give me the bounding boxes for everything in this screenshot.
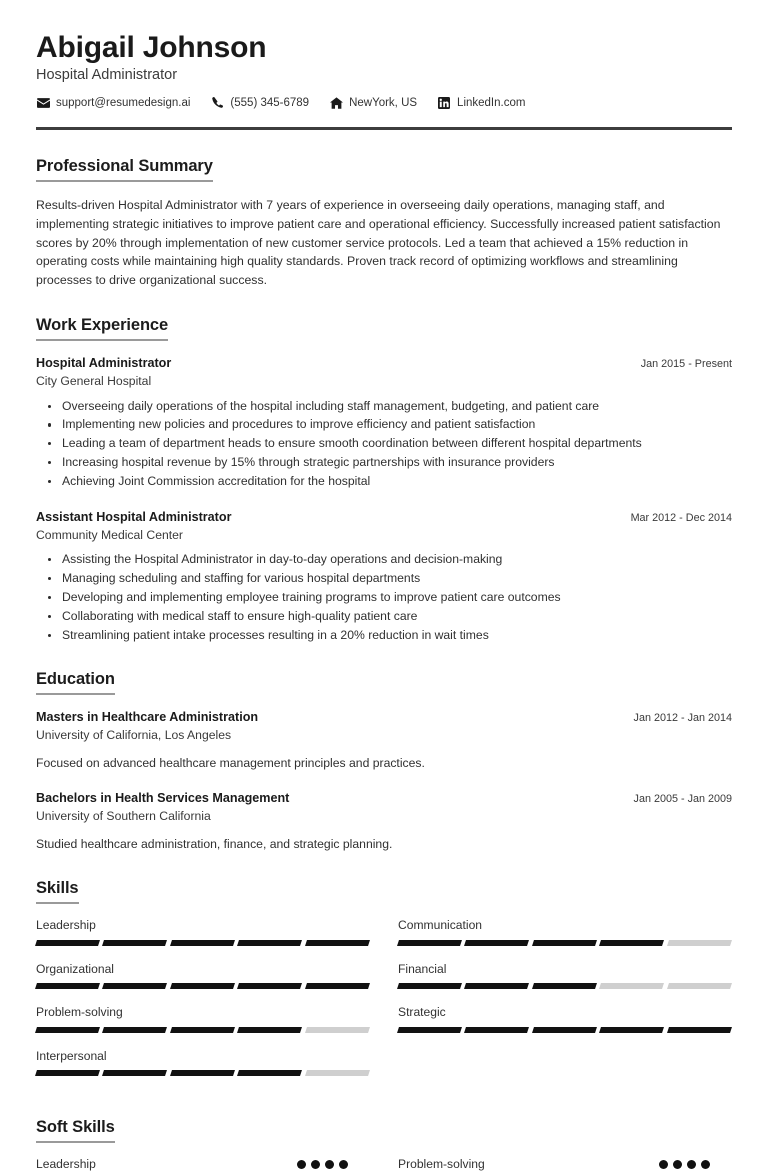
candidate-job-title: Hospital Administrator (36, 67, 178, 84)
education-school: University of California, Los Angeles (36, 728, 232, 743)
rating-dot (673, 1160, 682, 1169)
skill-bar-segment (170, 1070, 235, 1076)
education-date: Jan 2012 - Jan 2014 (633, 712, 732, 725)
section-education (36, 670, 732, 853)
contact-phone[interactable] (210, 96, 309, 109)
skill-bar-segment (237, 1027, 302, 1033)
skill-label: Communication (398, 918, 483, 933)
contact-location-value: NewYork, US (349, 96, 418, 109)
rating-dot (339, 1160, 348, 1169)
skill-bar-segment (237, 1070, 302, 1076)
list-item: Increasing hospital revenue by 15% through strategic partnerships with insurance providers (62, 454, 732, 472)
skill-bar-segment (464, 1027, 529, 1033)
rating-dot (325, 1160, 334, 1169)
rating-dot (701, 1160, 710, 1169)
soft-skill-item (398, 1157, 732, 1172)
skill-item (36, 1049, 370, 1077)
skill-label: Leadership (36, 918, 96, 933)
section-heading-education: Education (36, 670, 115, 695)
contact-email-value: support@resumedesign.ai (56, 96, 191, 109)
skill-label: Strategic (398, 1005, 446, 1020)
skill-bar-segment (464, 940, 529, 946)
skill-item (36, 962, 370, 990)
skill-level-bar (36, 1070, 369, 1076)
section-heading-experience: Work Experience (36, 316, 168, 341)
skill-item (398, 1005, 732, 1033)
experience-entry (36, 355, 732, 491)
education-entry (36, 790, 732, 853)
experience-entry-head (36, 355, 732, 372)
soft-skill-rating (659, 1160, 710, 1169)
soft-skill-label: Problem-solving (398, 1157, 485, 1172)
skill-bar-segment (305, 1027, 370, 1033)
skill-label: Organizational (36, 961, 114, 976)
skill-bar-segment (599, 1027, 664, 1033)
summary-text: Results-driven Hospital Administrator with 7 years of experience in overseeing daily operations, managing staff, and implementing strategic initiatives to improve patient care and operational efficiency. Successfully increased patient satisfaction scores by 20% through implementation of new customer service protocols. Led a team that achieved a 15% reduction in operating costs while maintaining high quality standards. Proven track record of optimizing workflows and streamlining processes to drive organizational success. (36, 198, 721, 288)
candidate-name: Abigail Johnson (36, 31, 267, 64)
list-item: Achieving Joint Commission accreditation for the hospital (62, 473, 732, 491)
list-item: Assisting the Hospital Administrator in day-to-day operations and decision-making (62, 551, 732, 569)
section-heading-soft-skills: Soft Skills (36, 1118, 115, 1143)
experience-org: Community Medical Center (36, 527, 183, 542)
phone-icon (210, 96, 224, 109)
soft-skill-item (36, 1157, 370, 1172)
skill-bar-segment (102, 983, 167, 989)
education-entry-head (36, 790, 732, 807)
skill-bar-segment (667, 983, 732, 989)
skill-bar-segment (599, 983, 664, 989)
skill-level-bar (398, 940, 731, 946)
resume-header (36, 30, 732, 130)
skill-item (36, 1005, 370, 1033)
soft-skill-label: Leadership (36, 1157, 96, 1172)
skill-item (36, 918, 370, 946)
experience-date: Jan 2015 - Present (640, 357, 732, 370)
skill-bar-segment (35, 940, 100, 946)
linkedin-icon (437, 96, 451, 109)
experience-org: City General Hospital (36, 373, 152, 388)
skill-bar-segment (532, 940, 597, 946)
skill-label: Problem-solving (36, 1005, 123, 1020)
experience-entry (36, 509, 732, 645)
skill-label: Interpersonal (36, 1048, 107, 1063)
experience-role: Assistant Hospital Administrator (36, 509, 232, 524)
skill-bar-segment (532, 1027, 597, 1033)
skill-level-bar (398, 983, 731, 989)
soft-skill-rating (297, 1160, 348, 1169)
contact-phone-value: (555) 345-6789 (230, 96, 310, 109)
skill-level-bar (36, 1027, 369, 1033)
skill-bar-segment (397, 1027, 462, 1033)
experience-date: Mar 2012 - Dec 2014 (630, 511, 732, 524)
skill-level-bar (36, 940, 369, 946)
list-item: Managing scheduling and staffing for various hospital departments (62, 570, 732, 588)
rating-dot (687, 1160, 696, 1169)
experience-entry-head (36, 509, 732, 526)
skill-bar-segment (35, 983, 100, 989)
list-item: Overseeing daily operations of the hospital including staff management, budgeting, and patient care (62, 398, 732, 416)
section-professional-summary (36, 157, 732, 289)
skill-bar-segment (397, 940, 462, 946)
education-description: Focused on advanced healthcare management principles and practices. (36, 756, 425, 771)
contact-email[interactable] (36, 96, 190, 109)
skill-bar-segment (599, 940, 664, 946)
skill-bar-segment (102, 940, 167, 946)
education-degree: Bachelors in Health Services Management (36, 791, 290, 806)
skill-bar-segment (397, 983, 462, 989)
contact-location (329, 96, 417, 109)
skill-item (398, 918, 732, 946)
skill-bar-segment (667, 940, 732, 946)
skill-bar-segment (170, 1027, 235, 1033)
experience-bullets (36, 551, 732, 644)
skill-bar-segment (237, 940, 302, 946)
skill-bar-segment (170, 940, 235, 946)
header-divider (36, 127, 732, 130)
section-work-experience (36, 316, 732, 645)
section-soft-skills (36, 1118, 732, 1172)
skill-bar-segment (464, 983, 529, 989)
section-heading-summary: Professional Summary (36, 157, 213, 182)
skill-level-bar (398, 1027, 731, 1033)
contact-linkedin[interactable] (437, 96, 525, 109)
rating-dot (297, 1160, 306, 1169)
education-entry-head (36, 709, 732, 726)
experience-role: Hospital Administrator (36, 355, 172, 370)
skill-bar-segment (35, 1027, 100, 1033)
skill-bar-segment (305, 940, 370, 946)
education-date: Jan 2005 - Jan 2009 (633, 793, 732, 806)
education-degree: Masters in Healthcare Administration (36, 710, 259, 725)
contact-row (36, 96, 732, 109)
skill-bar-segment (102, 1027, 167, 1033)
contact-linkedin-value: LinkedIn.com (457, 96, 526, 109)
envelope-icon (36, 96, 50, 109)
section-heading-skills: Skills (36, 879, 79, 904)
skill-bar-segment (305, 1070, 370, 1076)
list-item: Streamlining patient intake processes resulting in a 20% reduction in wait times (62, 627, 732, 645)
education-description: Studied healthcare administration, finance, and strategic planning. (36, 837, 393, 851)
experience-bullets (36, 398, 732, 491)
education-entry (36, 709, 732, 772)
home-icon (329, 96, 343, 109)
skill-item (398, 962, 732, 990)
skills-grid (36, 918, 732, 1092)
skill-bar-segment (532, 983, 597, 989)
list-item: Leading a team of department heads to ensure smooth coordination between different hospital departments (62, 435, 732, 453)
soft-skills-grid (36, 1157, 732, 1172)
rating-dot (659, 1160, 668, 1169)
skill-bar-segment (305, 983, 370, 989)
skill-bar-segment (35, 1070, 100, 1076)
list-item: Implementing new policies and procedures to improve efficiency and patient satisfaction (62, 416, 732, 434)
skill-label: Financial (398, 961, 447, 976)
skill-bar-segment (237, 983, 302, 989)
rating-dot (311, 1160, 320, 1169)
section-skills (36, 879, 732, 1092)
skill-bar-segment (102, 1070, 167, 1076)
skill-bar-segment (667, 1027, 732, 1033)
skill-bar-segment (170, 983, 235, 989)
list-item: Collaborating with medical staff to ensure high-quality patient care (62, 608, 732, 626)
list-item: Developing and implementing employee training programs to improve patient care outcomes (62, 589, 732, 607)
skill-level-bar (36, 983, 369, 989)
education-school: University of Southern California (36, 809, 211, 824)
